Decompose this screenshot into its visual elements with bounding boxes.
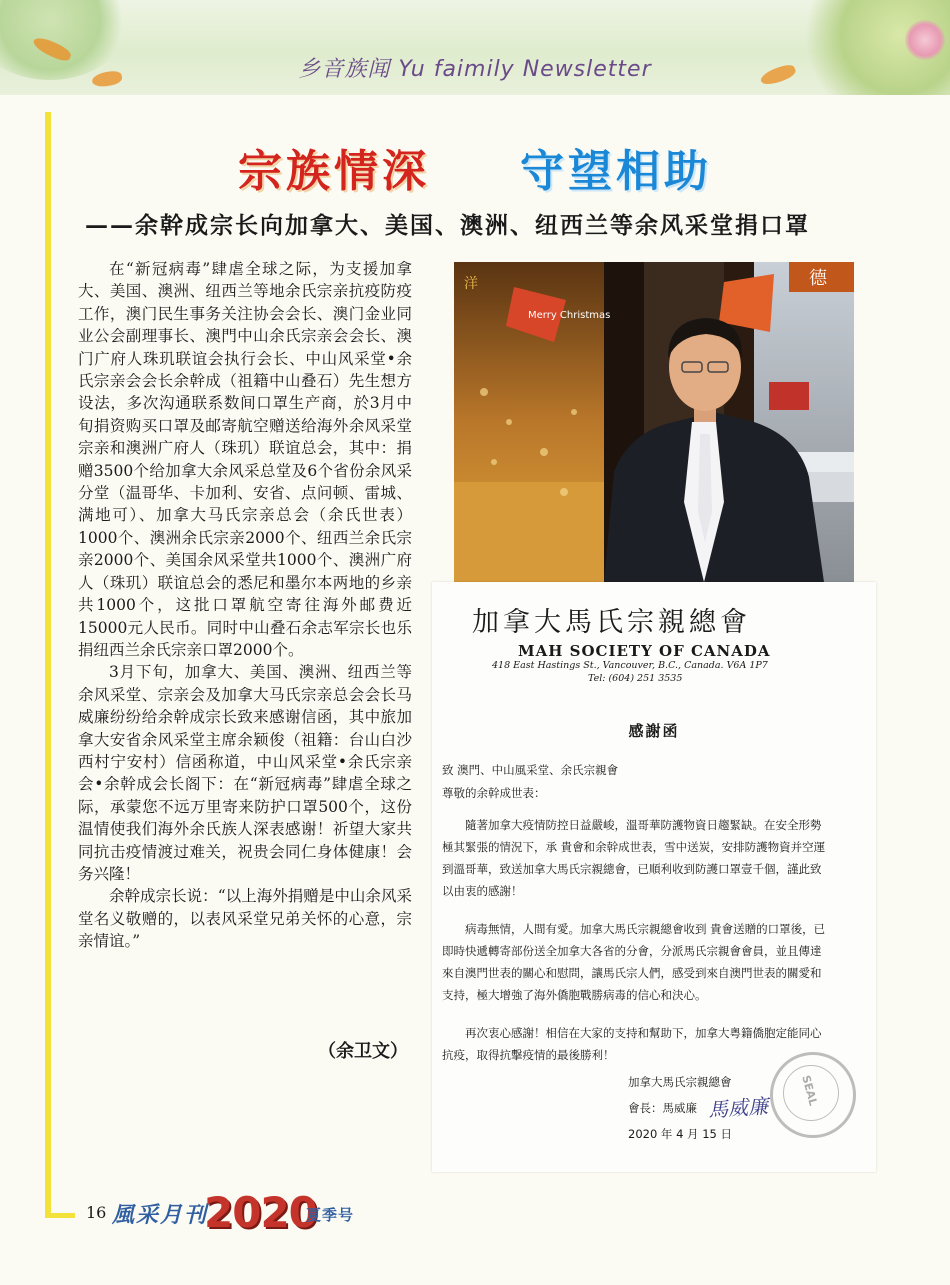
decorative-horizontal-bar (45, 1213, 75, 1218)
article-title (0, 135, 950, 199)
organization-seal (770, 1052, 856, 1138)
shop-sign-right: 德 (809, 268, 827, 289)
thank-you-letter (432, 582, 876, 1172)
issue-year: 2020 (204, 1188, 317, 1237)
article-paragraph: 余幹成宗长说：“以上海外捐赠是中山余风采堂名义敬赠的，以表风采堂兄弟关怀的心意，宗亲情谊。” (78, 887, 412, 951)
article-paragraph: 在“新冠病毒”肆虐全球之际，为支援加拿大、美国、澳洲、纽西兰等地余氏宗亲抗疫防疫工作，澳门民生事务关注协会会长、澳门金业同业公会副理事长、澳門中山余氏宗亲会会长、澳门广府人珠玑联谊会执行会长、中山风采堂•余氏宗亲会会长余幹成（祖籍中山叠石）先生想方设法，多次沟通联系数间口罩生产商，於3月中旬捐资购买口罩及邮寄航空赠送给海外余风采堂宗亲和澳洲广府人（珠玑）联谊总会，其中：捐赠3500个给加拿大余风采总堂及6个省份余风采分堂（温哥华、卡加利、安省、点问顿、雷城、满地可）、加拿大马氏宗亲总会（余氏世表）1000个、澳洲余氏宗亲2000个、纽西兰余氏宗亲2000个、美国余风采堂共1000个、澳洲广府人（珠玑）联谊总会的悉尼和墨尔本两地的乡亲共1000个，这批口罩航空寄往海外邮费近15000元人民币。同时中山叠石余志军宗长也乐捐纽西兰余氏宗亲口罩2000个。 (78, 260, 412, 659)
letter-org-english: MAH SOCIETY OF CANADA (518, 642, 771, 660)
letter-paragraph: 再次衷心感謝！相信在大家的支持和幫助下，加拿大粤籍僑胞定能同心抗疫，取得抗擊疫情的最後勝利！ (442, 1026, 822, 1062)
letter-title: 感謝函 (628, 722, 680, 740)
portrait-photo-illustration (454, 262, 854, 582)
article-paragraph: 3月下旬，加拿大、美国、澳洲、纽西兰等余风采堂、宗亲会及加拿大马氏宗亲总会会长马威廉纷纷给余幹成宗长致来感谢信函，其中旅加拿大安省余风采堂主席余颖俊（祖籍：台山白沙西村宁安村）信函称道，中山风采堂•余氏宗亲会•余幹成会长阁下：在“新冠病毒”肆虐全球之际，承蒙您不远万里寄来防护口罩500个，这份温情使我们海外余氏族人深表感谢！祈望大家共同抗击疫情渡过难关，祝贵会同仁身体健康！会务兴隆！ (78, 663, 412, 883)
letter-org-chinese: 加拿大馬氏宗親總會 (472, 607, 751, 638)
letter-paragraph: 隨著加拿大疫情防控日益嚴峻，溫哥華防護物資日趨緊缺。在安全形勢極其緊張的情況下，承 貴會和余幹成世表，雪中送炭，安排防護物資并空運到溫哥華，致送加拿大馬氏宗親總會，已順利收到防護口罩壹千個，謹此致以由衷的感謝！ (442, 818, 826, 898)
issue-season: 夏季号 (306, 1206, 355, 1224)
letter-signing-org: 加拿大馬氏宗親總會 (628, 1075, 732, 1089)
magazine-name: 風采月刊 (112, 1202, 209, 1228)
header-banner (0, 0, 950, 95)
letter-greeting: 尊敬的余幹成世表： (442, 786, 546, 800)
shop-sign-left: 洋 (464, 276, 478, 292)
article-author: （余卫文） (318, 1041, 408, 1062)
merry-christmas-sign: Merry Christmas (528, 310, 611, 321)
page-number: 16 (86, 1203, 107, 1222)
letter-signer: 會長：馬威廉 (628, 1101, 697, 1115)
seal-text: SEAL (799, 1073, 820, 1108)
handwritten-signature: 馬威廉 (707, 1093, 769, 1123)
letter-paragraph: 病毒無情，人間有愛。加拿大馬氏宗親總會收到 貴會送贈的口罩後，已即時快遞轉寄部份送全加拿大各省的分會，分派馬氏宗親會會員，並且傳達來自澳門世表的關心和慰問，讓馬氏宗人們，感受到來自澳門世表的關愛和支持，極大增強了海外僑胞戰勝病毒的信心和決心。 (442, 922, 826, 1002)
article-subtitle: ——余幹成宗长向加拿大、美国、澳洲、纽西兰等余风采堂捐口罩 (85, 212, 810, 239)
article-body (78, 258, 412, 953)
letter-telephone: Tel: (604) 251 3535 (588, 673, 683, 684)
title-left: 宗族情深 (238, 146, 430, 197)
portrait-photo (454, 262, 854, 582)
letter-recipient: 致 澳門、中山風采堂、余氏宗親會 (442, 763, 619, 777)
letter-address: 418 East Hastings St., Vancouver, B.C., Canada. V6A 1P7 (492, 660, 768, 671)
newsletter-title: 乡音族闻 Yu faimily Newsletter (298, 57, 652, 82)
letter-date: 2020 年 4 月 15 日 (628, 1127, 732, 1141)
decorative-vertical-bar (45, 112, 51, 1217)
title-right: 守望相助 (520, 146, 712, 197)
